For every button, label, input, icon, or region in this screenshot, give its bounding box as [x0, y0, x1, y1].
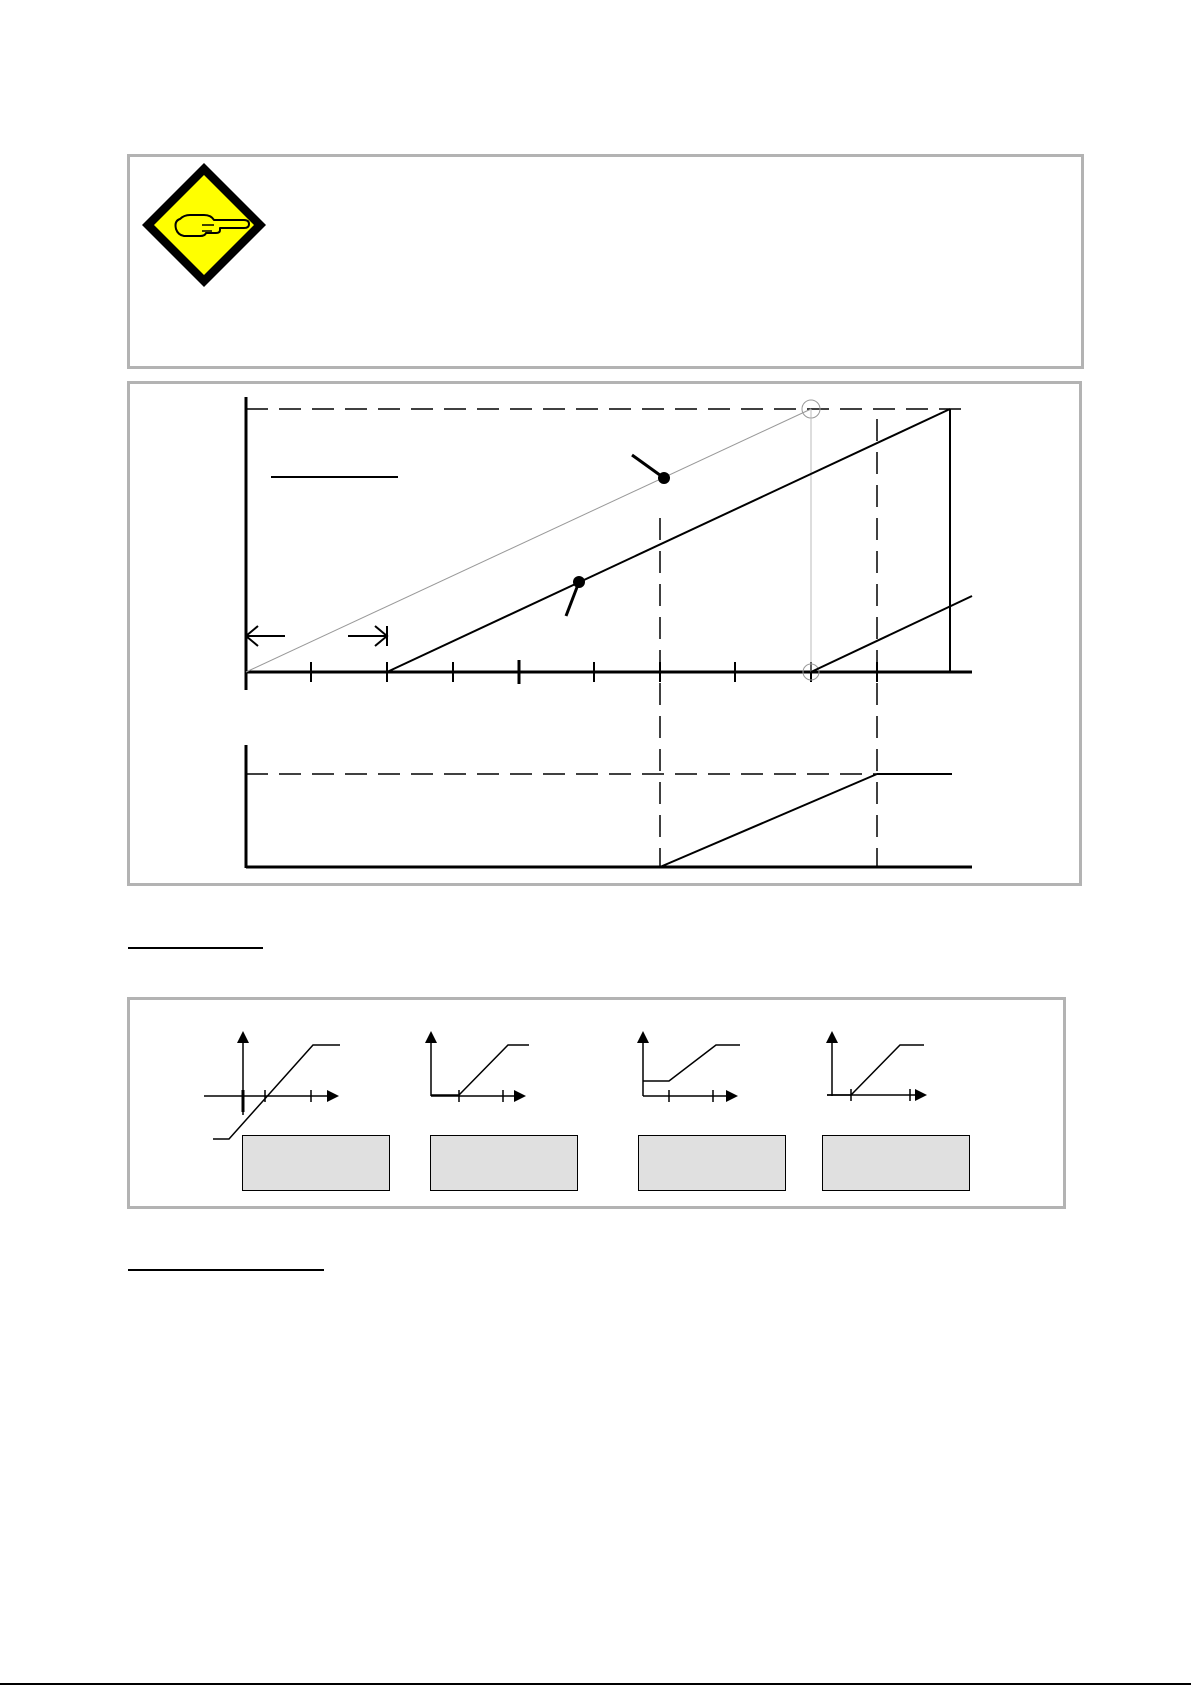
mode-1-sketch: [204, 1034, 340, 1139]
callout-lower: [566, 576, 585, 616]
mode-2-label-box: [430, 1135, 578, 1191]
note-icon-canvas: [130, 157, 1087, 372]
section-heading-underline: [128, 947, 263, 949]
reference-ramp: [246, 409, 811, 672]
mode-2-sketch: [431, 1034, 529, 1102]
mode-4-sketch: [827, 1034, 924, 1101]
main-ramp: [387, 409, 950, 672]
mode-4-label-box: [822, 1135, 970, 1191]
section-heading-underline-2: [128, 1269, 324, 1271]
timing-diagram-canvas: [130, 384, 1085, 889]
callout-upper: [632, 455, 670, 484]
mode-1-label-box: [242, 1135, 390, 1191]
note-box: [127, 154, 1084, 369]
timing-diagram: [127, 381, 1082, 886]
second-ramp: [811, 596, 972, 672]
mode-3-sketch: [643, 1034, 740, 1102]
offset-dimension-arrow: [246, 626, 387, 646]
mode-3-label-box: [638, 1135, 786, 1191]
pointing-hand-icon: [142, 163, 266, 287]
lower-ramp: [660, 774, 877, 867]
